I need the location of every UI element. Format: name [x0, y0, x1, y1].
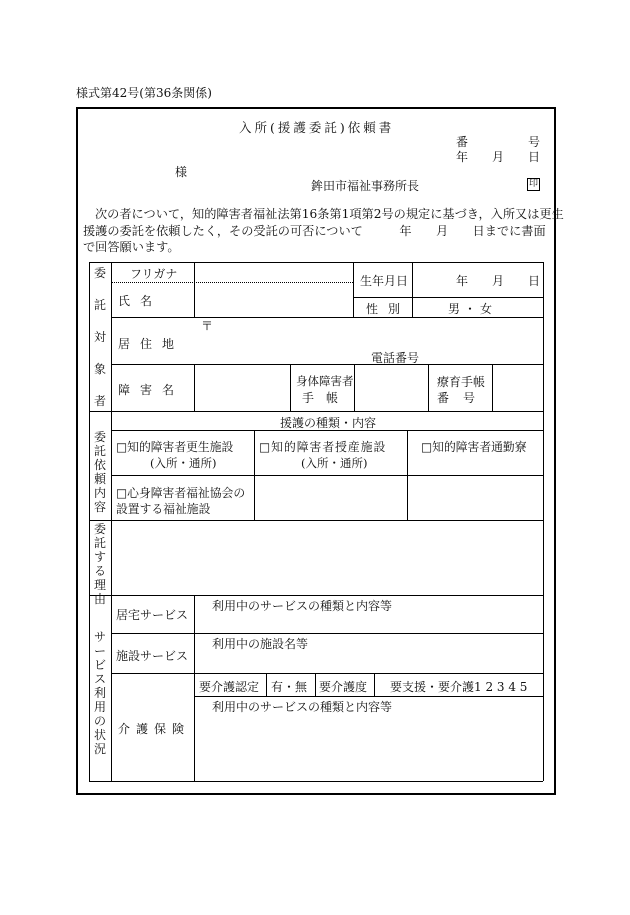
table-line — [89, 520, 543, 521]
table-line — [194, 262, 195, 317]
table-line — [111, 673, 543, 674]
sender-name: 鉾田市福祉事務所長 — [311, 179, 420, 193]
care-service-note: 利用中のサービスの種類と内容等 — [212, 700, 393, 714]
table-line — [111, 364, 543, 365]
table-line — [194, 364, 195, 411]
table-line — [89, 262, 543, 263]
home-service-note: 利用中のサービスの種類と内容等 — [212, 599, 393, 613]
form-title: 入所(援護委託)依頼書 — [239, 120, 395, 135]
assistance-type-header: 援護の種類・内容 — [280, 416, 377, 430]
table-line — [111, 633, 543, 634]
phone-label: 電話番号 — [371, 351, 420, 365]
physical-cert-label: 手帳 — [302, 391, 351, 405]
paragraph-line: 援護の委託を依頼したく，その受託の可否について 年 月 日までに書面 — [83, 223, 546, 238]
table-line — [412, 262, 413, 317]
option-association-facility: 設置する福祉施設 — [116, 502, 211, 516]
facility-service-note: 利用中の施設名等 — [212, 637, 309, 651]
birth-year: 年 — [456, 274, 469, 288]
table-line — [89, 411, 543, 412]
request-paragraph — [83, 206, 564, 256]
physical-cert-label: 身体障害者 — [296, 374, 354, 388]
paragraph-line: で回答願います。 — [83, 240, 180, 255]
table-line — [89, 595, 543, 596]
birth-day: 日 — [528, 274, 541, 288]
seal-mark: 印 — [528, 179, 538, 189]
section-reason-label: 委 託 す る 理 由 — [93, 522, 106, 606]
postal-mark: 〒 — [201, 319, 214, 333]
table-line — [111, 475, 543, 476]
table-line — [111, 262, 112, 781]
facility-service-label: 施設サービス — [116, 649, 189, 663]
care-level-label: 要介護度 — [319, 680, 368, 694]
option-work-type: (入所・通所) — [301, 456, 368, 470]
table-line — [492, 364, 493, 411]
table-line — [89, 781, 543, 782]
care-cert-label: 要介護認定 — [199, 680, 260, 694]
gender-options: 男・女 — [448, 302, 497, 316]
number-label: 番 — [456, 135, 469, 149]
care-insurance-label: 介護保険 — [118, 722, 191, 736]
table-line — [194, 696, 543, 697]
ryoiku-label: 番号 — [437, 391, 490, 405]
option-rehab-type: (入所・通所) — [150, 456, 217, 470]
home-service-label: 居宅サービス — [116, 608, 189, 622]
table-line — [254, 430, 255, 520]
date-day: 日 — [528, 150, 541, 164]
table-line — [543, 262, 544, 781]
form-number: 様式第42号(第36条関係) — [76, 86, 212, 100]
table-line — [266, 673, 267, 696]
table-line — [353, 297, 543, 298]
table-line — [111, 317, 543, 318]
table-line — [194, 595, 195, 781]
table-line — [353, 262, 354, 317]
birthdate-label: 生年月日 — [360, 274, 409, 288]
table-line — [428, 364, 429, 411]
address-label: 居住地 — [118, 337, 185, 351]
table-line — [111, 282, 353, 283]
date-year: 年 — [456, 150, 469, 164]
birth-month: 月 — [492, 274, 505, 288]
addressee-suffix: 様 — [175, 165, 188, 179]
care-level-options: 要支援・要介護1 2 3 4 5 — [390, 680, 528, 694]
gender-label: 性別 — [366, 302, 411, 316]
option-rehab-facility: □知的障害者更生施設 — [116, 440, 234, 454]
option-work-facility: □知的障害者授産施設 — [259, 440, 387, 454]
table-line — [374, 673, 375, 696]
section-content-label: 委 託 依 頼 内 容 — [93, 430, 106, 514]
table-line — [354, 364, 355, 411]
number-suffix: 号 — [528, 135, 541, 149]
care-yes-no: 有・無 — [271, 680, 308, 694]
name-label: 氏名 — [118, 294, 163, 308]
section-services-label: サ ー ビ ス 利 用 の 状 況 — [93, 630, 106, 756]
option-association-facility: □心身障害者福祉協会の — [116, 486, 246, 500]
table-line — [290, 364, 291, 411]
table-line — [315, 673, 316, 696]
ryoiku-label: 療育手帳 — [437, 375, 486, 389]
furigana-label: フリガナ — [130, 267, 178, 281]
table-line — [407, 430, 408, 520]
disability-label: 障害名 — [118, 383, 185, 397]
date-month: 月 — [492, 150, 505, 164]
paragraph-line: 次の者について，知的障害者福祉法第16条第1項第2号の規定に基づき，入所又は更生 — [95, 207, 564, 221]
section-subject-label: 委 託 対 象 者 — [93, 266, 106, 408]
option-dormitory: □知的障害者通勤寮 — [421, 440, 527, 454]
